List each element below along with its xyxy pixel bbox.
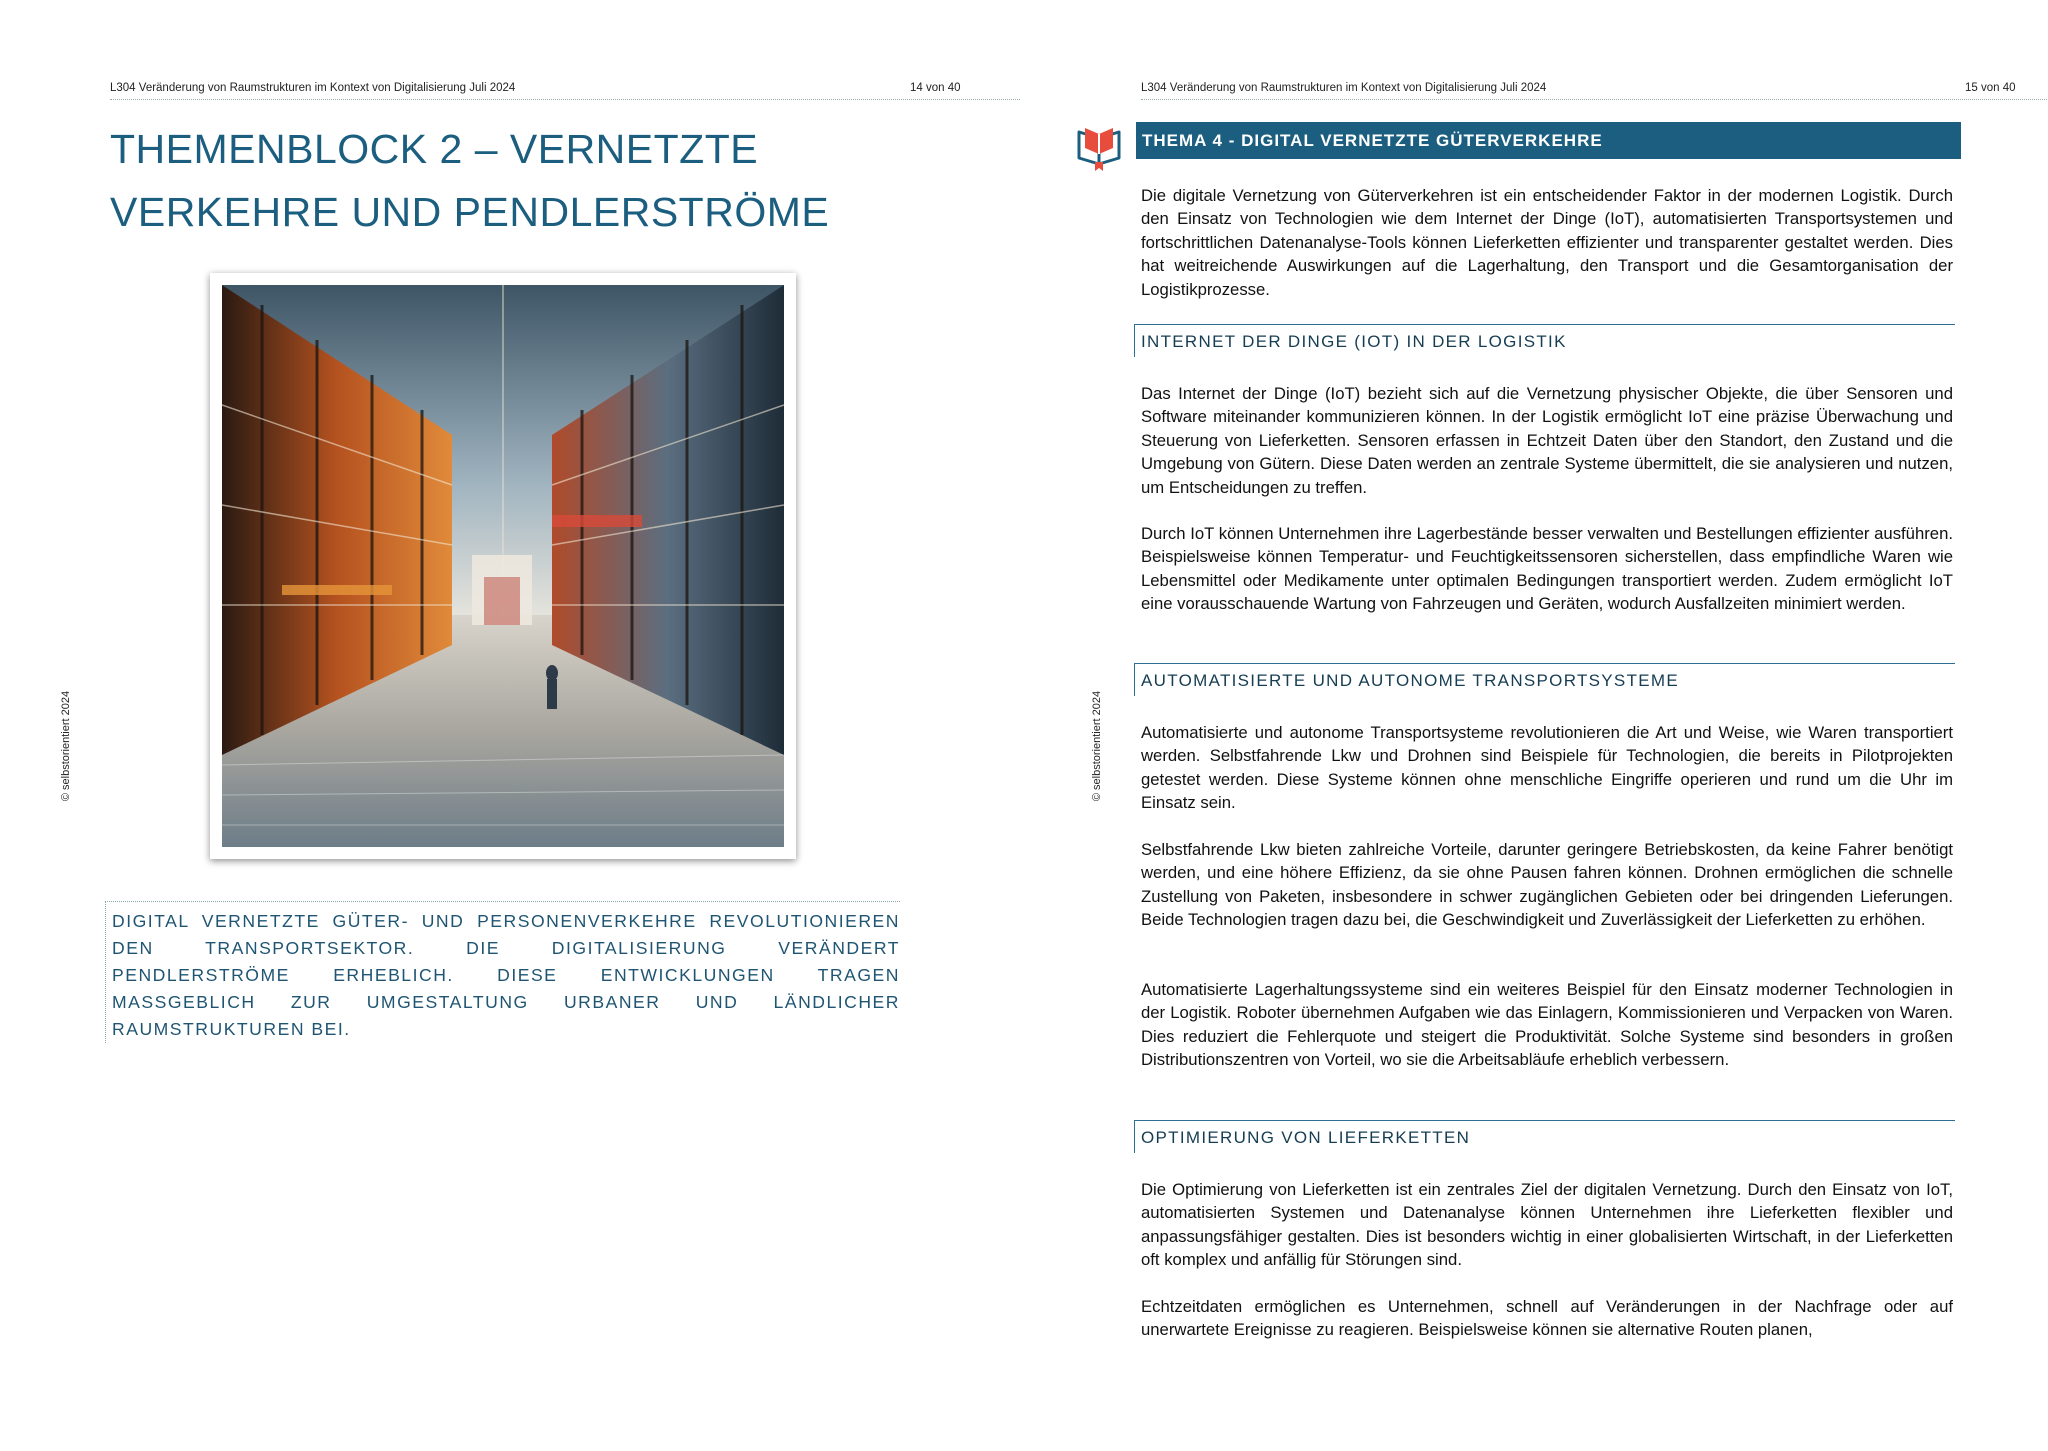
transport-paragraph-1: Automatisierte und autonome Transportsysteme revolutionieren die Art und Weise, wie Waren transportiert werden. Selbstfahrende Lkw und Drohnen sind Beispiele für Technologien, die bereits in Pilotprojekten getestet werden. Diese Systeme können ohne menschliche Eingriffe operieren und rund um die Uhr im Einsatz sein.	[1141, 723, 1953, 813]
theme-intro-paragraph: Die digitale Vernetzung von Güterverkehren ist ein entscheidender Faktor in der modernen Logistik. Durch den Einsatz von Technologien wie dem Internet der Dinge (IoT), automatisierten Transportsystemen und fortschrittlichen Datenanalyse-Tools können Lieferketten effizienter und transparenter gestaltet werden. Dies hat weitreichende Auswirkungen auf die Lagerhaltung, den Transport und die Gesamtorganisation der Logistikprozesse.	[1141, 186, 1953, 299]
supply-chain-paragraph-2: Echtzeitdaten ermöglichen es Unternehmen, schnell auf Veränderungen in der Nachfrage oder auf unerwartete Ereignisse zu reagieren. Beispielsweise können sie alternative Routen planen,	[1141, 1297, 1953, 1340]
warehouse-illustration	[222, 285, 784, 847]
title-line-2: VERKEHRE UND PENDLERSTRÖME	[110, 189, 830, 235]
iot-paragraph-1: Das Internet der Dinge (IoT) bezieht sich auf die Vernetzung physischer Objekte, die über Sensoren und Software miteinander kommunizieren können. In der Logistik ermöglicht IoT eine präzise Überwachung und Steuerung von Lieferketten. Sensoren erfassen in Echtzeit Daten über den Standort, den Zustand und die Umgebung von Gütern. Diese Daten werden an zentrale Systeme übermittelt, die sie analysieren und nutzen, um Entscheidungen zu treffen.	[1141, 384, 1953, 497]
logistics-warehouse-image	[210, 273, 796, 859]
copyright-notice: © selbstorientiert 2024	[1091, 690, 1103, 802]
page-number: 14 von 40	[910, 82, 961, 94]
running-header-title: L304 Veränderung von Raumstrukturen im Kontext von Digitalisierung Juli 2024	[1141, 82, 1547, 94]
right-page	[1024, 0, 2048, 1451]
copyright-notice: © selbstorientiert 2024	[60, 690, 72, 802]
running-header-title: L304 Veränderung von Raumstrukturen im Kontext von Digitalisierung Juli 2024	[110, 82, 516, 94]
running-header	[110, 80, 1020, 100]
transport-paragraph-3: Automatisierte Lagerhaltungssysteme sind ein weiteres Beispiel für den Einsatz moderner Technologien in der Logistik. Roboter übernehmen Aufgaben wie das Einlagern, Kommissionieren und Verpacken von Waren. Dies reduziert die Fehlerquote und steigert die Produktivität. Solche Systeme sind besonders in großen Distributionszentren von Vorteil, wo sie die Arbeitsabläufe erheblich verbessern.	[1141, 980, 1953, 1070]
title-line-1: THEMENBLOCK 2 – VERNETZTE	[110, 126, 759, 172]
transport-paragraph-2: Selbstfahrende Lkw bieten zahlreiche Vorteile, darunter geringere Betriebskosten, da keine Fahrer benötigt werden, und eine höhere Effizienz, da sie ohne Pausen fahren können. Drohnen ermöglichen die schnelle Zustellung von Paketen, insbesondere in schwer zugänglichen Gebieten oder bei dringenden Lieferungen. Beide Technologien tragen dazu bei, die Geschwindigkeit und Zuverlässigkeit der Lieferketten zu erhöhen.	[1141, 840, 1953, 930]
theme-heading: THEMA 4 - DIGITAL VERNETZTE GÜTERVERKEHRE	[1136, 122, 1961, 159]
section-heading-supply-chain	[1134, 1120, 1955, 1153]
open-book-icon	[1075, 118, 1123, 172]
section-heading-transport	[1134, 663, 1955, 696]
themenblock-title	[110, 118, 970, 244]
running-header	[1141, 80, 2048, 100]
section-heading-text: INTERNET DER DINGE (IOT) IN DER LOGISTIK	[1141, 332, 1567, 351]
themenblock-intro-box	[105, 901, 900, 1043]
iot-paragraph-2: Durch IoT können Unternehmen ihre Lagerbestände besser verwalten und Bestellungen effizienter ausführen. Beispielsweise können Temperatur- und Feuchtigkeitssensoren sicherstellen, dass empfindliche Waren wie Lebensmittel oder Medikamente unter optimalen Bedingungen transportiert werden. Zudem ermöglicht IoT eine vorausschauende Wartung von Fahrzeugen und Geräten, wodurch Ausfallzeiten minimiert werden.	[1141, 524, 1953, 614]
themenblock-intro-text: DIGITAL VERNETZTE GÜTER- UND PERSONENVERKEHRE REVOLUTIONIEREN DEN TRANSPORTSEKTOR. DIE DIGITALISIERUNG VERÄNDERT PENDLERSTRÖME ERHEBLICH. DIESE ENTWICKLUNGEN TRAGEN MASSGEBLICH ZUR UMGESTALTUNG URBANER UND LÄNDLICHER RAUMSTRUKTUREN BEI.	[112, 911, 900, 1039]
page-number: 15 von 40	[1965, 82, 2016, 94]
supply-chain-paragraph-1: Die Optimierung von Lieferketten ist ein zentrales Ziel der digitalen Vernetzung. Durch den Einsatz von IoT, automatisierten Systemen und Datenanalyse können Unternehmen ihre Lieferketten flexibler und anpassungsfähiger gestalten. Dies ist besonders wichtig in einer globalisierten Wirtschaft, in der Lieferketten oft komplex und anfällig für Störungen sind.	[1141, 1180, 1953, 1270]
section-heading-text: OPTIMIERUNG VON LIEFERKETTEN	[1141, 1128, 1471, 1147]
section-heading-text: AUTOMATISIERTE UND AUTONOME TRANSPORTSYSTEME	[1141, 671, 1679, 690]
section-heading-iot	[1134, 324, 1955, 357]
